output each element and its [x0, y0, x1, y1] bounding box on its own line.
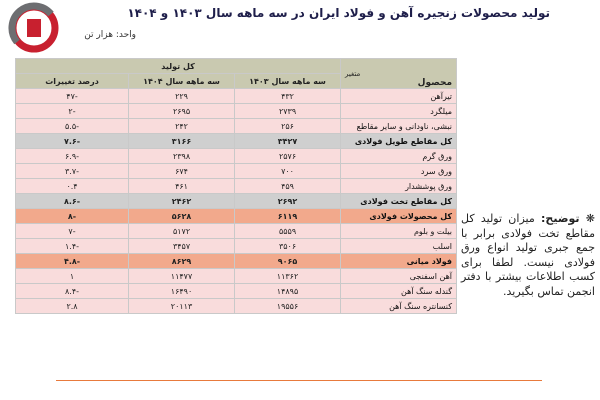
production-table — [15, 58, 457, 314]
cell-1403: ۱۱۳۶۲ — [235, 269, 341, 284]
note-text: میزان تولید کل مقاطع تخت فولادی برابر با جمع جبری تولید انواع ورق فولادی نیست. لطفا برای کسب اطلاعات بیشتر با دفتر انجمن تماس بگیرید. — [461, 212, 595, 298]
table-row — [16, 179, 457, 194]
cell-product-name: کل مقاطع تخت فولادی — [341, 194, 457, 209]
cell-product-name: کنسانتره سنگ آهن — [341, 299, 457, 314]
cell-1403: ۴۵۹ — [235, 179, 341, 194]
note-label: توضیح: — [541, 212, 580, 225]
table-row — [16, 164, 457, 179]
cell-1404: ۴۶۱ — [129, 179, 235, 194]
cell-product-name: نبشی، ناودانی و سایر مقاطع — [341, 119, 457, 134]
cell-change: ۱ — [16, 269, 129, 284]
cell-change: ۲.۸ — [16, 299, 129, 314]
cell-1403: ۷۰۰ — [235, 164, 341, 179]
cell-1403: ۲۵۶ — [235, 119, 341, 134]
cell-1403: ۲۷۳۹ — [235, 104, 341, 119]
cell-product-name: فولاد میانی — [341, 254, 457, 269]
table-row — [16, 194, 457, 209]
cell-change: -۶.۹ — [16, 149, 129, 164]
cell-1403: ۱۹۵۵۶ — [235, 299, 341, 314]
cell-product-name: اسلب — [341, 239, 457, 254]
table-row — [16, 254, 457, 269]
cell-1403: ۴۳۲ — [235, 89, 341, 104]
header-col-1403: سه ماهه سال ۱۴۰۳ — [235, 74, 341, 89]
cell-product-name: میلگرد — [341, 104, 457, 119]
header-variable-label: متغیر — [345, 70, 361, 78]
cell-1403: ۲۶۹۲ — [235, 194, 341, 209]
cell-1404: ۳۱۶۶ — [129, 134, 235, 149]
cell-1403: ۱۴۸۹۵ — [235, 284, 341, 299]
cell-product-name: تیرآهن — [341, 89, 457, 104]
cell-1404: ۱۶۴۹۰ — [129, 284, 235, 299]
cell-change: ۰.۴ — [16, 179, 129, 194]
table-row — [16, 89, 457, 104]
cell-change: -۱.۴ — [16, 239, 129, 254]
cell-1404: ۲۰۱۱۳ — [129, 299, 235, 314]
header-col-change: درصد تغییرات — [16, 74, 129, 89]
page-title: تولید محصولات زنجیره آهن و فولاد ایران در سه ماهه سال ۱۴۰۳ و ۱۴۰۴ — [127, 6, 550, 20]
production-table-container — [15, 58, 456, 314]
cell-change: -۷ — [16, 224, 129, 239]
table-row — [16, 104, 457, 119]
table-row — [16, 134, 457, 149]
cell-1404: ۵۶۲۸ — [129, 209, 235, 224]
cell-1403: ۳۴۲۷ — [235, 134, 341, 149]
table-row — [16, 299, 457, 314]
cell-product-name: گندله سنگ آهن — [341, 284, 457, 299]
cell-change: -۳.۷ — [16, 164, 129, 179]
cell-1404: ۱۱۴۷۷ — [129, 269, 235, 284]
cell-product-name: ورق پوششدار — [341, 179, 457, 194]
header-col-1404: سه ماهه سال ۱۴۰۴ — [129, 74, 235, 89]
cell-product-name: کل محصولات فولادی — [341, 209, 457, 224]
cell-1404: ۲۴۶۲ — [129, 194, 235, 209]
cell-product-name: ورق گرم — [341, 149, 457, 164]
cell-1404: ۸۶۲۹ — [129, 254, 235, 269]
table-row — [16, 269, 457, 284]
cell-1403: ۳۵۰۶ — [235, 239, 341, 254]
cell-change: -۸ — [16, 209, 129, 224]
table-row — [16, 209, 457, 224]
cell-change: -۸.۶ — [16, 194, 129, 209]
cell-1404: ۳۴۵۷ — [129, 239, 235, 254]
cell-1404: ۶۷۴ — [129, 164, 235, 179]
cell-product-name: آهن اسفنجی — [341, 269, 457, 284]
note-star-icon: ❋ — [579, 212, 595, 225]
cell-product-name: کل مقاطع طویل فولادی — [341, 134, 457, 149]
header-product-label: محصول — [417, 78, 453, 88]
header-total-production: کل تولید — [16, 59, 341, 74]
table-row — [16, 284, 457, 299]
cell-product-name: بیلت و بلوم — [341, 224, 457, 239]
table-row — [16, 239, 457, 254]
header-product-variable — [341, 59, 457, 89]
cell-change: -۸.۴ — [16, 284, 129, 299]
table-row — [16, 224, 457, 239]
cell-change: -۴.۸ — [16, 254, 129, 269]
cell-product-name: ورق سرد — [341, 164, 457, 179]
logo-center-mark — [27, 19, 41, 37]
cell-1403: ۹۰۶۵ — [235, 254, 341, 269]
cell-1404: ۲۲۹ — [129, 89, 235, 104]
cell-1404: ۲۶۹۵ — [129, 104, 235, 119]
cell-change: -۴۷ — [16, 89, 129, 104]
table-body — [16, 89, 457, 314]
note-box — [461, 212, 595, 299]
cell-1404: ۵۱۷۲ — [129, 224, 235, 239]
association-logo — [3, 2, 65, 54]
table-row — [16, 149, 457, 164]
cell-1404: ۲۴۲ — [129, 119, 235, 134]
cell-1403: ۵۵۵۹ — [235, 224, 341, 239]
cell-1404: ۲۳۹۸ — [129, 149, 235, 164]
footer-divider — [56, 380, 542, 381]
cell-change: -۷.۶ — [16, 134, 129, 149]
cell-1403: ۶۱۱۹ — [235, 209, 341, 224]
unit-label: واحد: هزار تن — [84, 30, 136, 40]
table-row — [16, 119, 457, 134]
cell-change: -۵.۵ — [16, 119, 129, 134]
cell-1403: ۲۵۷۶ — [235, 149, 341, 164]
cell-change: -۲ — [16, 104, 129, 119]
